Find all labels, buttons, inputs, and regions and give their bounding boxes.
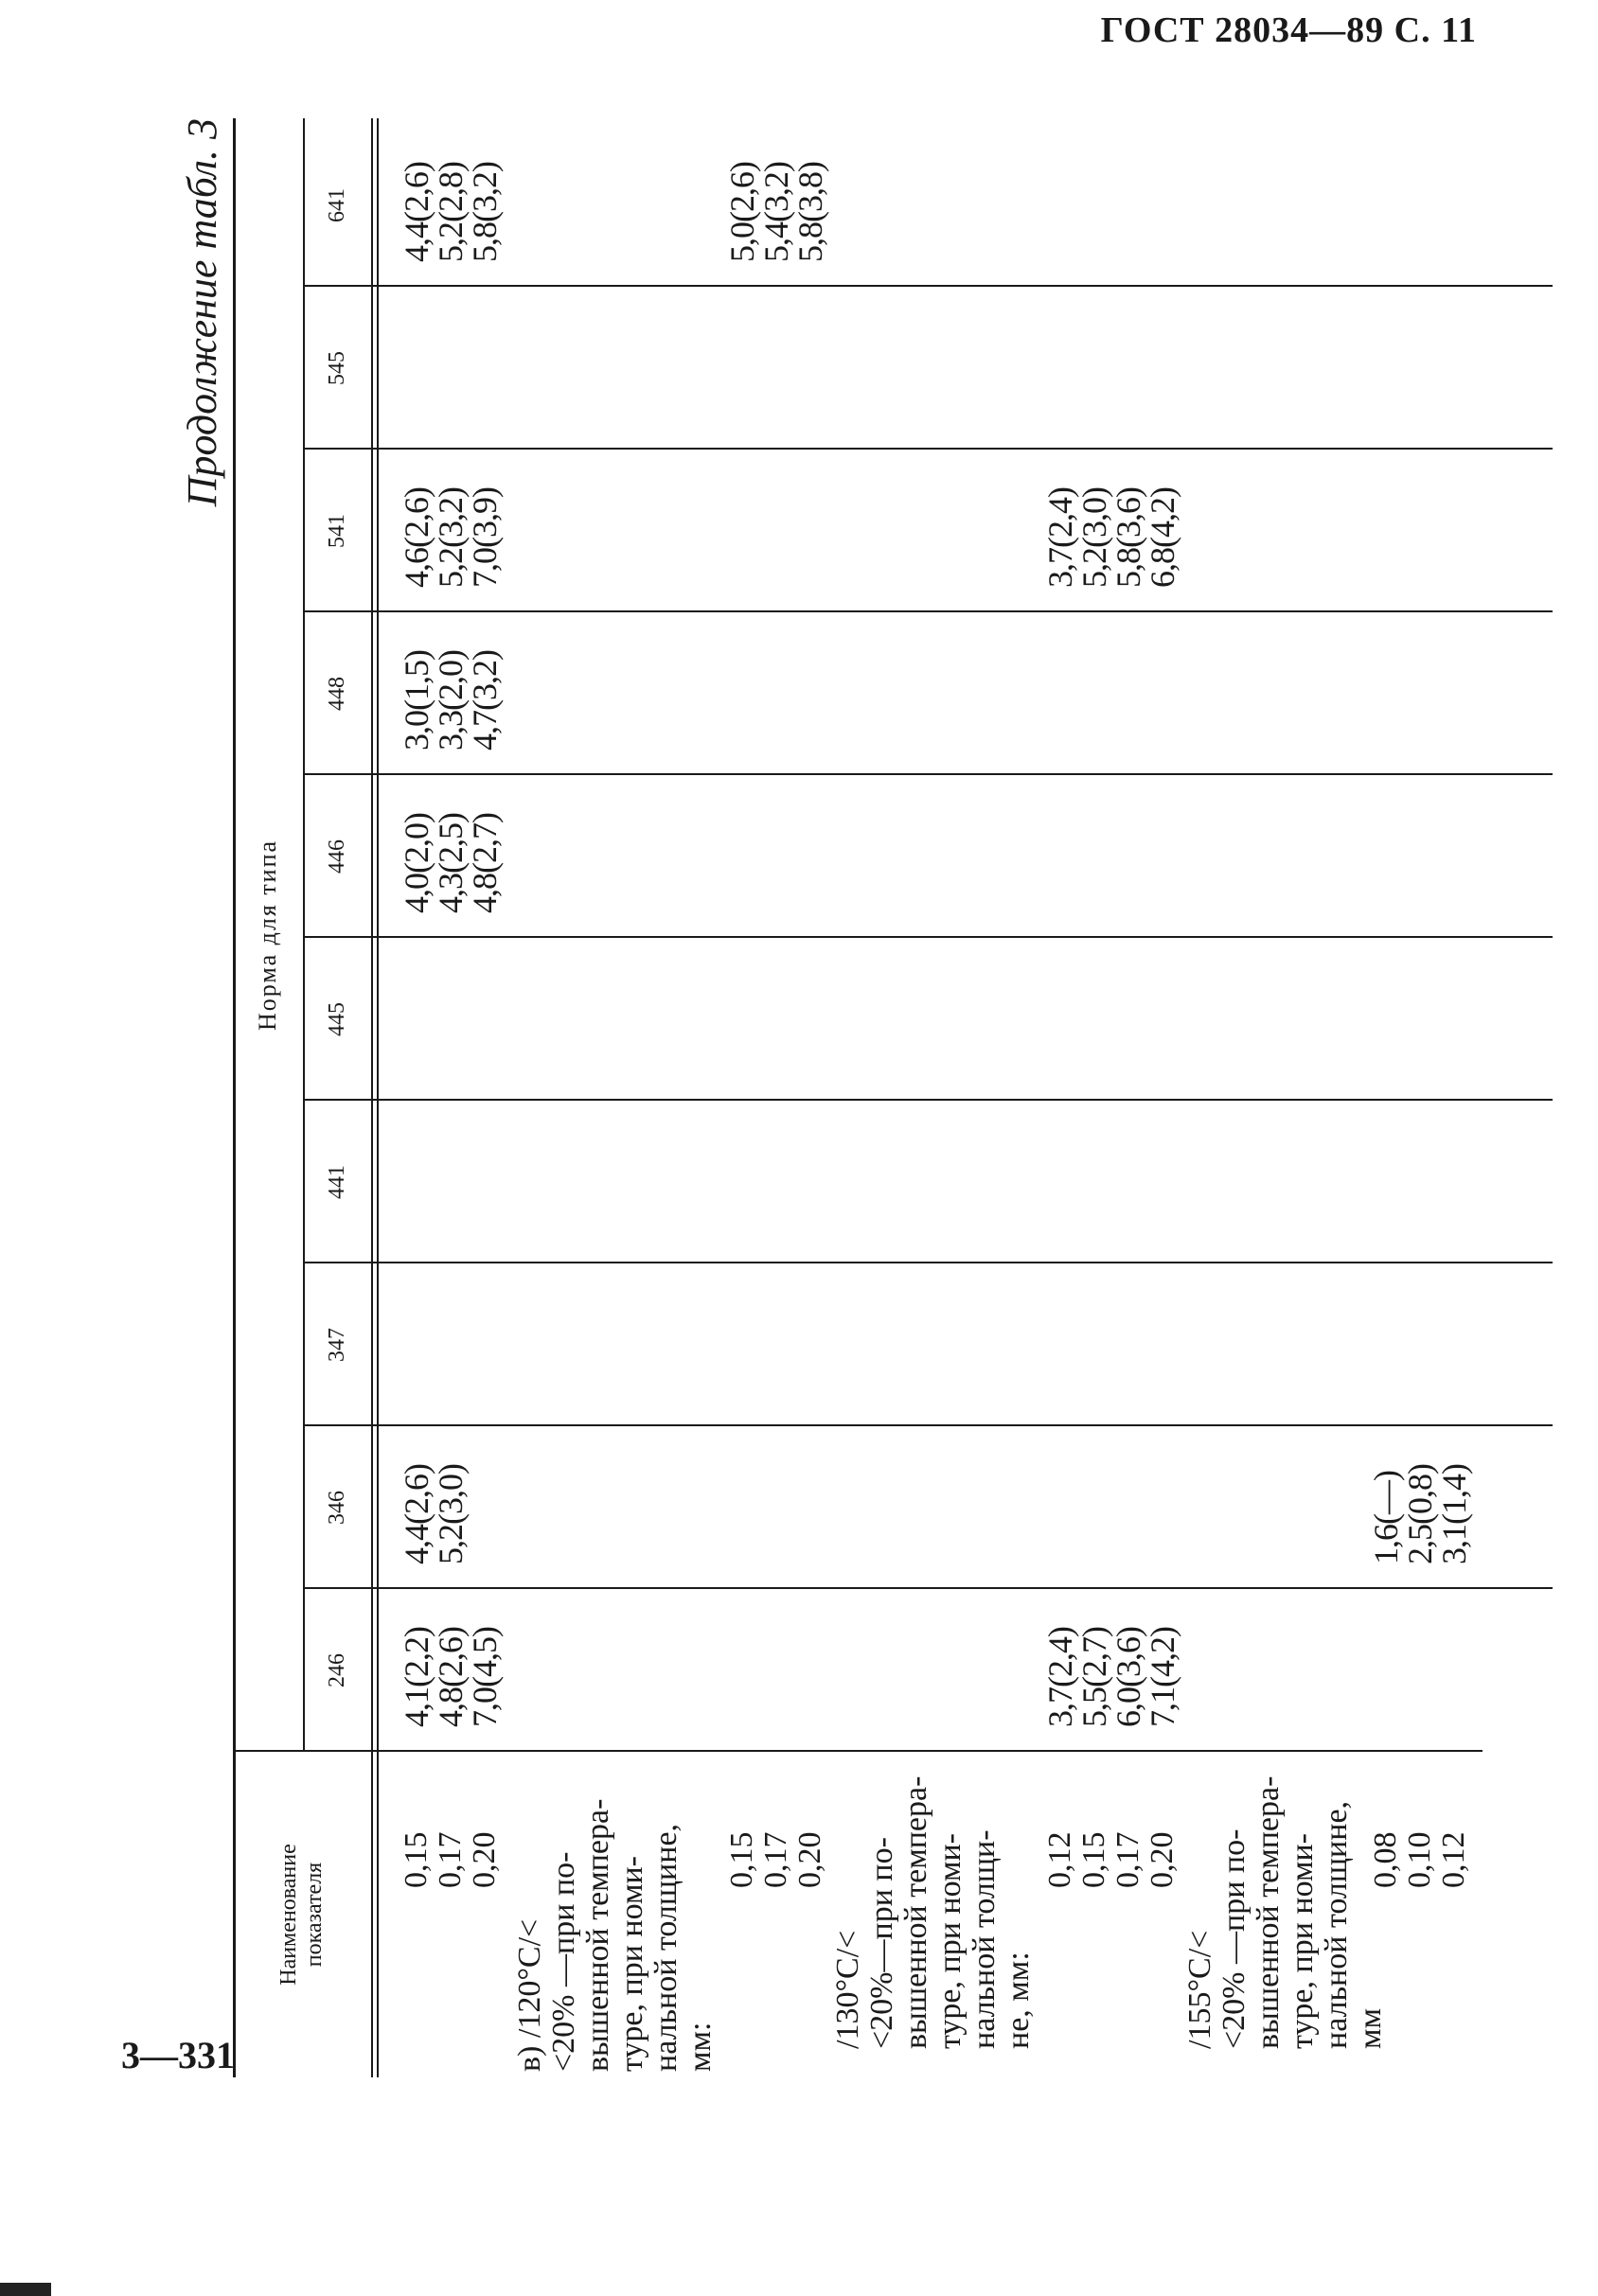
header-bottom-rule-2	[377, 118, 379, 2077]
table-caption: Продолжение табл. 3	[179, 118, 225, 507]
col-header-446: 446	[324, 839, 349, 874]
cell-541-s3: 3,7(2,4) 5,2(3,0) 5,8(3,6) 6,8(4,2)	[1041, 487, 1181, 588]
col-header-347: 347	[324, 1328, 349, 1362]
col-divider	[303, 773, 1553, 775]
cell-641-s1: 4,4(2,6) 5,2(2,8) 5,8(3,2)	[398, 162, 504, 262]
header-bottom-rule-1	[371, 118, 373, 2077]
cell-448-s1: 3,0(1,5) 3,3(2,0) 4,7(3,2)	[398, 650, 504, 751]
section2-thicknesses: 0,15 0,17 0,20	[724, 1831, 827, 1888]
section4-thicknesses: 0,08 0,10 0,12	[1368, 1831, 1471, 1888]
group-header: Норма для типа	[254, 839, 281, 1032]
section1-thicknesses: 0,15 0,17 0,20	[399, 1831, 502, 1888]
standard-header: ГОСТ 28034—89 С. 11	[1100, 10, 1477, 50]
col-divider	[303, 1262, 1553, 1263]
cell-346-s1: 4,4(2,6) 5,2(3,0)	[398, 1464, 470, 1564]
param-header: Наименование показателя	[276, 1844, 327, 1986]
section2-label: в) /120°С/< <20% —при по- вышенной темпера- туре, при номи- нальной толщине, мм:	[512, 1798, 718, 2072]
col-divider	[303, 936, 1553, 938]
cell-346-s4: 1,6(—) 2,5(0,8) 3,1(1,4)	[1367, 1464, 1473, 1564]
col-header-246: 246	[324, 1653, 349, 1687]
col-header-441: 441	[324, 1165, 349, 1199]
col-divider	[303, 448, 1553, 450]
page-number: 3—331	[121, 2034, 235, 2076]
col-header-445: 445	[324, 1002, 349, 1036]
col-divider	[303, 1587, 1553, 1589]
col-header-448: 448	[324, 677, 349, 711]
rotated-table-page	[178, 118, 1494, 2077]
col-header-641: 641	[324, 188, 349, 222]
col-header-545: 545	[324, 351, 349, 385]
cell-641-s2: 5,0(2,6) 5,4(3,2) 5,8(3,8)	[723, 162, 829, 262]
section4-label: /155°С/< <20% —при по- вышенной темпера- туре, при номи- нальной толщине, мм	[1182, 1775, 1388, 2049]
param-col-divider	[233, 1750, 1483, 1752]
col-header-541: 541	[324, 514, 349, 548]
cell-541-s1: 4,6(2,6) 5,2(3,2) 7,0(3,9)	[398, 487, 504, 588]
scan-edge-mark	[0, 2283, 51, 2296]
cell-446-s1: 4,0(2,0) 4,3(2,5) 4,8(2,7)	[398, 813, 504, 913]
cell-246-s3: 3,7(2,4) 5,5(2,7) 6,0(3,6) 7,1(4,2)	[1041, 1627, 1181, 1727]
col-header-346: 346	[324, 1491, 349, 1525]
section3-label: /130°С/< <20%—при по- вышенной темпера- туре, при номи- нальной толщи- не, мм:	[830, 1775, 1036, 2049]
col-divider	[303, 1099, 1553, 1101]
data-table	[233, 118, 1483, 2077]
col-divider	[303, 1424, 1553, 1426]
cell-246-s1: 4,1(2,2) 4,8(2,6) 7,0(4,5)	[398, 1627, 504, 1727]
col-divider	[303, 285, 1553, 287]
col-divider	[303, 610, 1553, 612]
section3-thicknesses: 0,12 0,15 0,17 0,20	[1042, 1831, 1180, 1888]
